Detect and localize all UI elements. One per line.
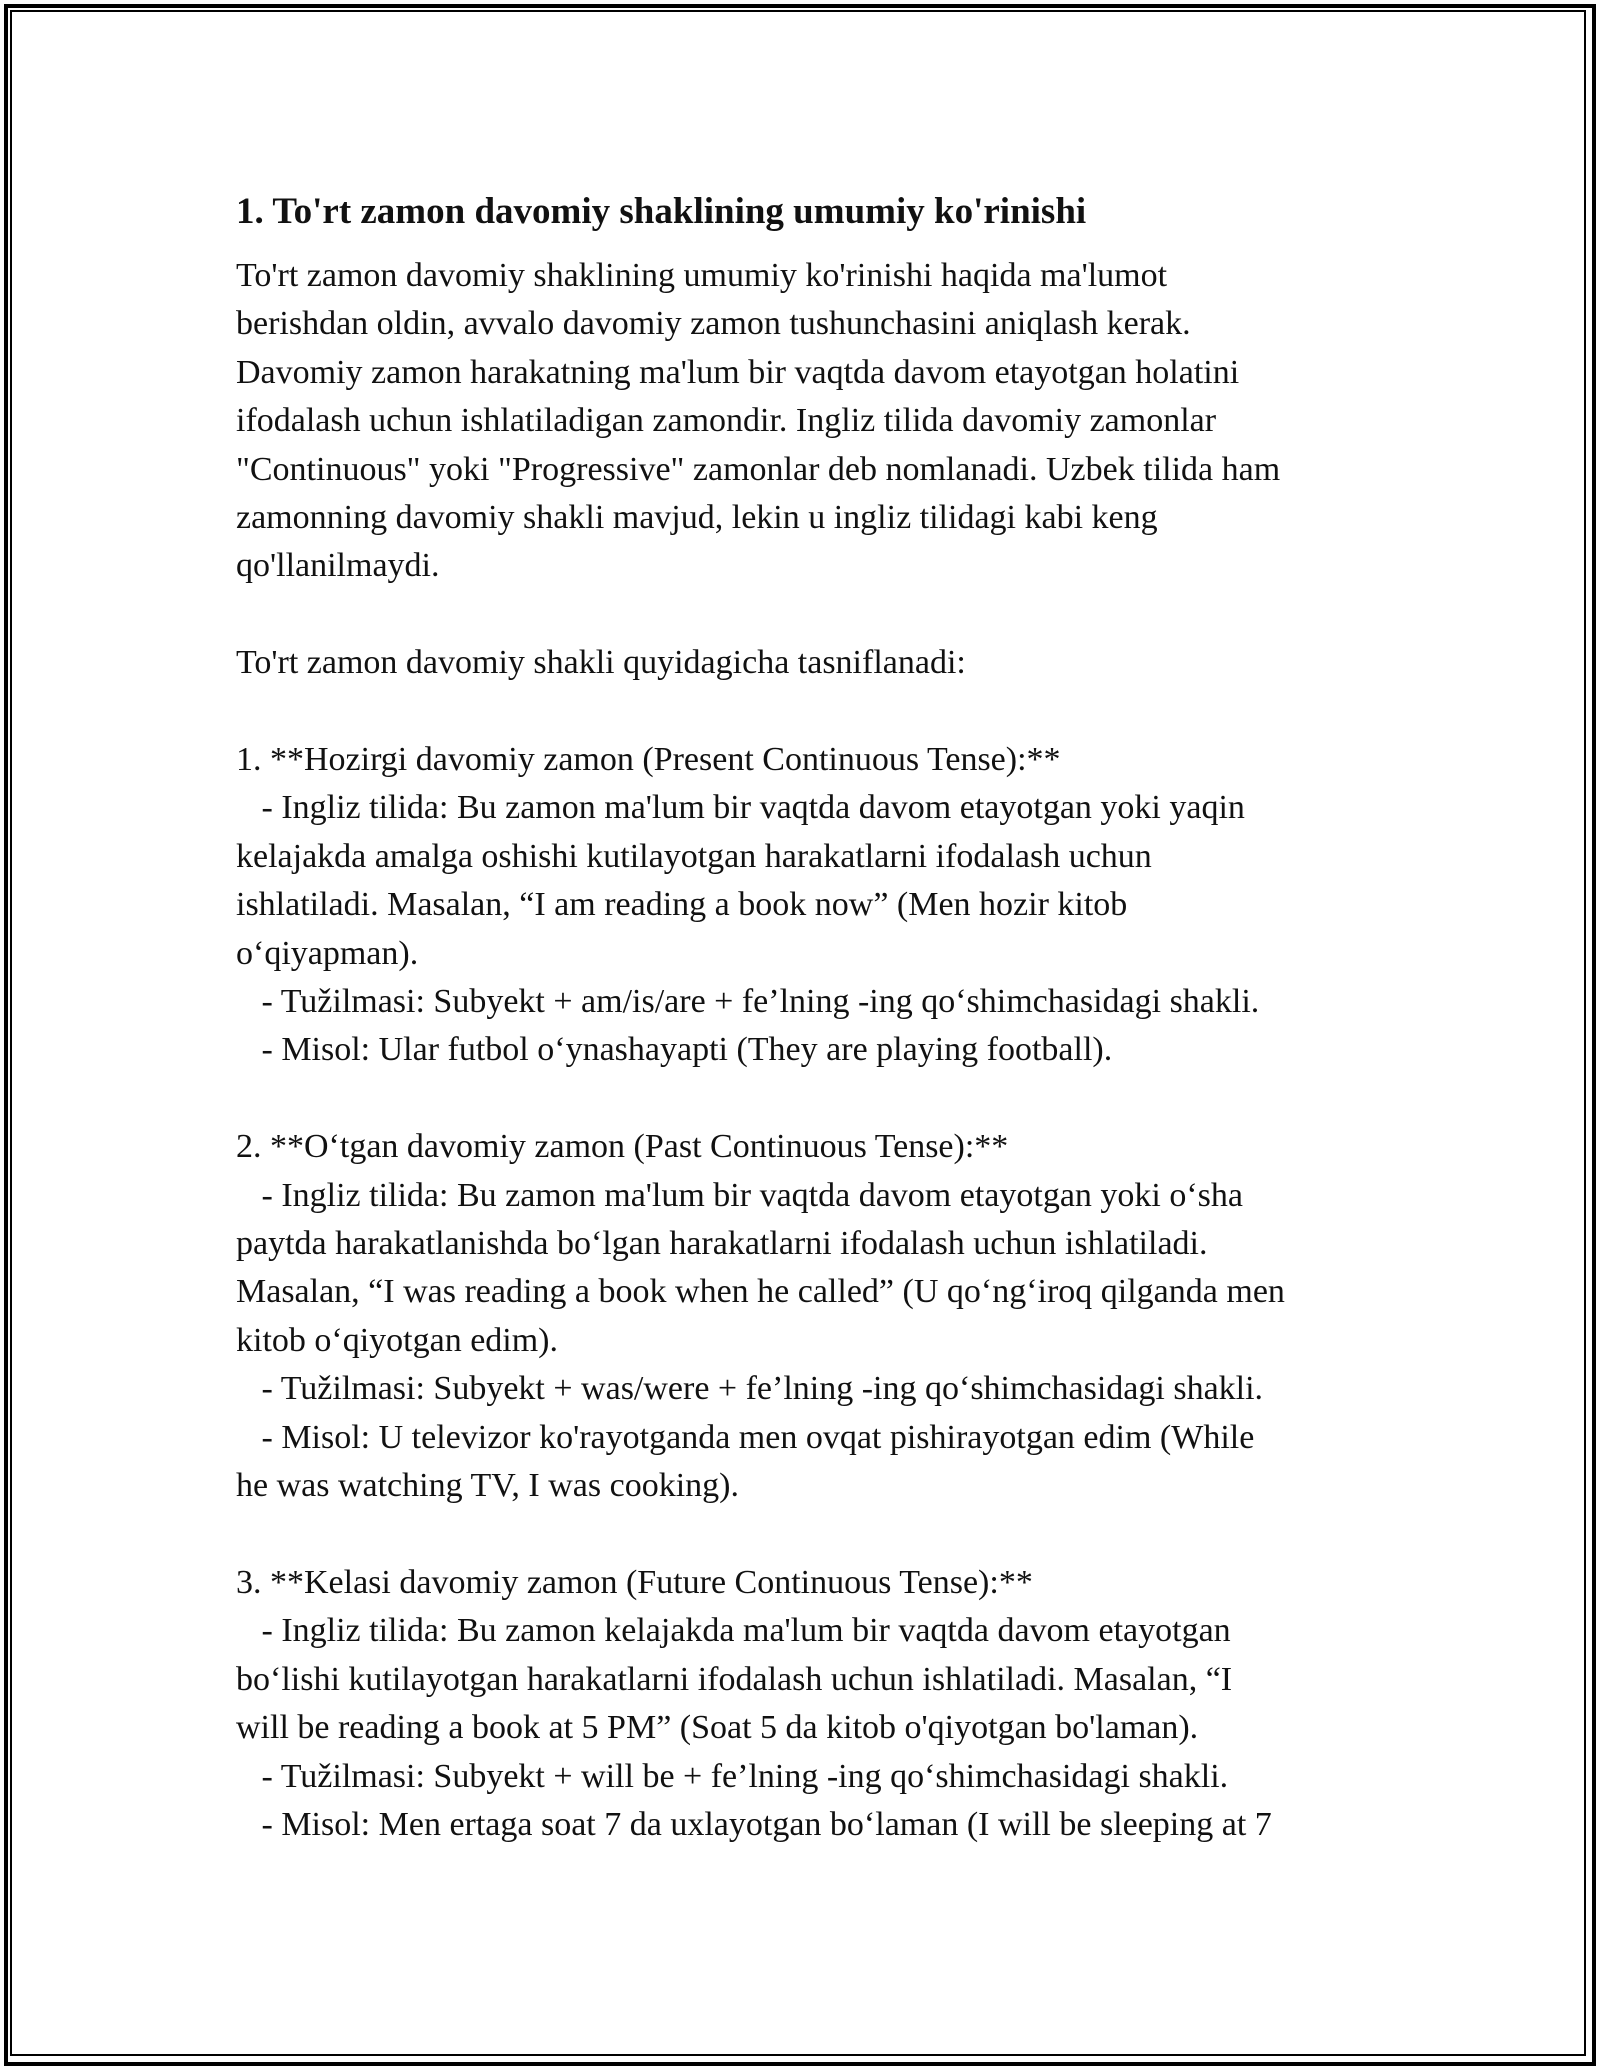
tense-title: 3. **Kelasi davomiy zamon (Future Continuous Tense):** xyxy=(236,1563,1033,1601)
tense-example: - Misol: Men ertaga soat 7 da uxlayotgan bo‘laman (I will be sleeping at 7 xyxy=(236,1805,1272,1843)
tense-structure: - Tužilmasi: Subyekt + will be + fe’lning -ing qo‘shimchasidagi shakli. xyxy=(236,1757,1229,1795)
paragraph-gap xyxy=(236,1075,1386,1123)
tense-example: - Misol: Ular futbol o‘ynashayapti (They are playing football). xyxy=(236,1031,1113,1069)
tense-section-past xyxy=(236,1123,1386,1510)
tense-english-description: - Ingliz tilida: Bu zamon ma'lum bir vaqtda davom etayotgan yoki o‘sha paytda harakatlanishda bo‘lgan harakatlarni ifodalash uchun ishlatiladi. Masalan, “I was reading a book when he called” (U qo‘ng‘iroq qilganda men kitob o‘qiyotgan edim). xyxy=(236,1176,1285,1359)
intro-paragraph: To'rt zamon davomiy shaklining umumiy ko'rinishi haqida ma'lumot berishdan oldin, avvalo davomiy zamon tushunchasini aniqlash kerak. Davomiy zamon harakatning ma'lum bir vaqtda davom etayotgan holatini ifodalash uchun ishlatiladigan zamondir. Ingliz tilida davomiy zamonlar "Continuous" yoki "Progressive" zamonlar deb nomlanadi. Uzbek tilida ham zamonning davomiy shakli mavjud, lekin u ingliz tilidagi kabi keng qo'llanilmaydi. xyxy=(236,257,1281,585)
tense-section-present xyxy=(236,736,1386,1075)
classification-paragraph: To'rt zamon davomiy shakli quyidagicha tasniflanadi: xyxy=(236,644,966,682)
tense-title: 2. **O‘tgan davomiy zamon (Past Continuous Tense):** xyxy=(236,1128,1009,1166)
paragraph-gap xyxy=(236,1511,1386,1559)
tense-structure: - Tužilmasi: Subyekt + was/were + fe’lning -ing qo‘shimchasidagi shakli. xyxy=(236,1370,1264,1408)
tense-section-future xyxy=(236,1559,1386,1849)
tense-title: 1. **Hozirgi davomiy zamon (Present Continuous Tense):** xyxy=(236,741,1061,779)
tense-example: - Misol: U televizor ko'rayotganda men ovqat pishirayotgan edim (While he was watching TV, I was cooking). xyxy=(236,1418,1255,1505)
section-heading: 1. To'rt zamon davomiy shaklining umumiy ko'rinishi xyxy=(236,191,1087,232)
tense-structure: - Tužilmasi: Subyekt + am/is/are + fe’lning -ing qo‘shimchasidagi shakli. xyxy=(236,983,1260,1021)
tense-english-description: - Ingliz tilida: Bu zamon kelajakda ma'lum bir vaqtda davom etayotgan bo‘lishi kutilayotgan harakatlarni ifodalash uchun ishlatiladi. Masalan, “I will be reading a book at 5 PM” (Soat 5 da kitob o'qiyotgan bo'laman). xyxy=(236,1612,1233,1747)
document-body xyxy=(236,186,1386,1849)
tense-english-description: - Ingliz tilida: Bu zamon ma'lum bir vaqtda davom etayotgan yoki yaqin kelajakda amalga oshishi kutilayotgan harakatlarni ifodalash uchun ishlatiladi. Masalan, “I am reading a book now” (Men hozir kitob o‘qiyapman). xyxy=(236,789,1245,972)
paragraph-gap xyxy=(236,591,1386,639)
paragraph-gap xyxy=(236,688,1386,736)
